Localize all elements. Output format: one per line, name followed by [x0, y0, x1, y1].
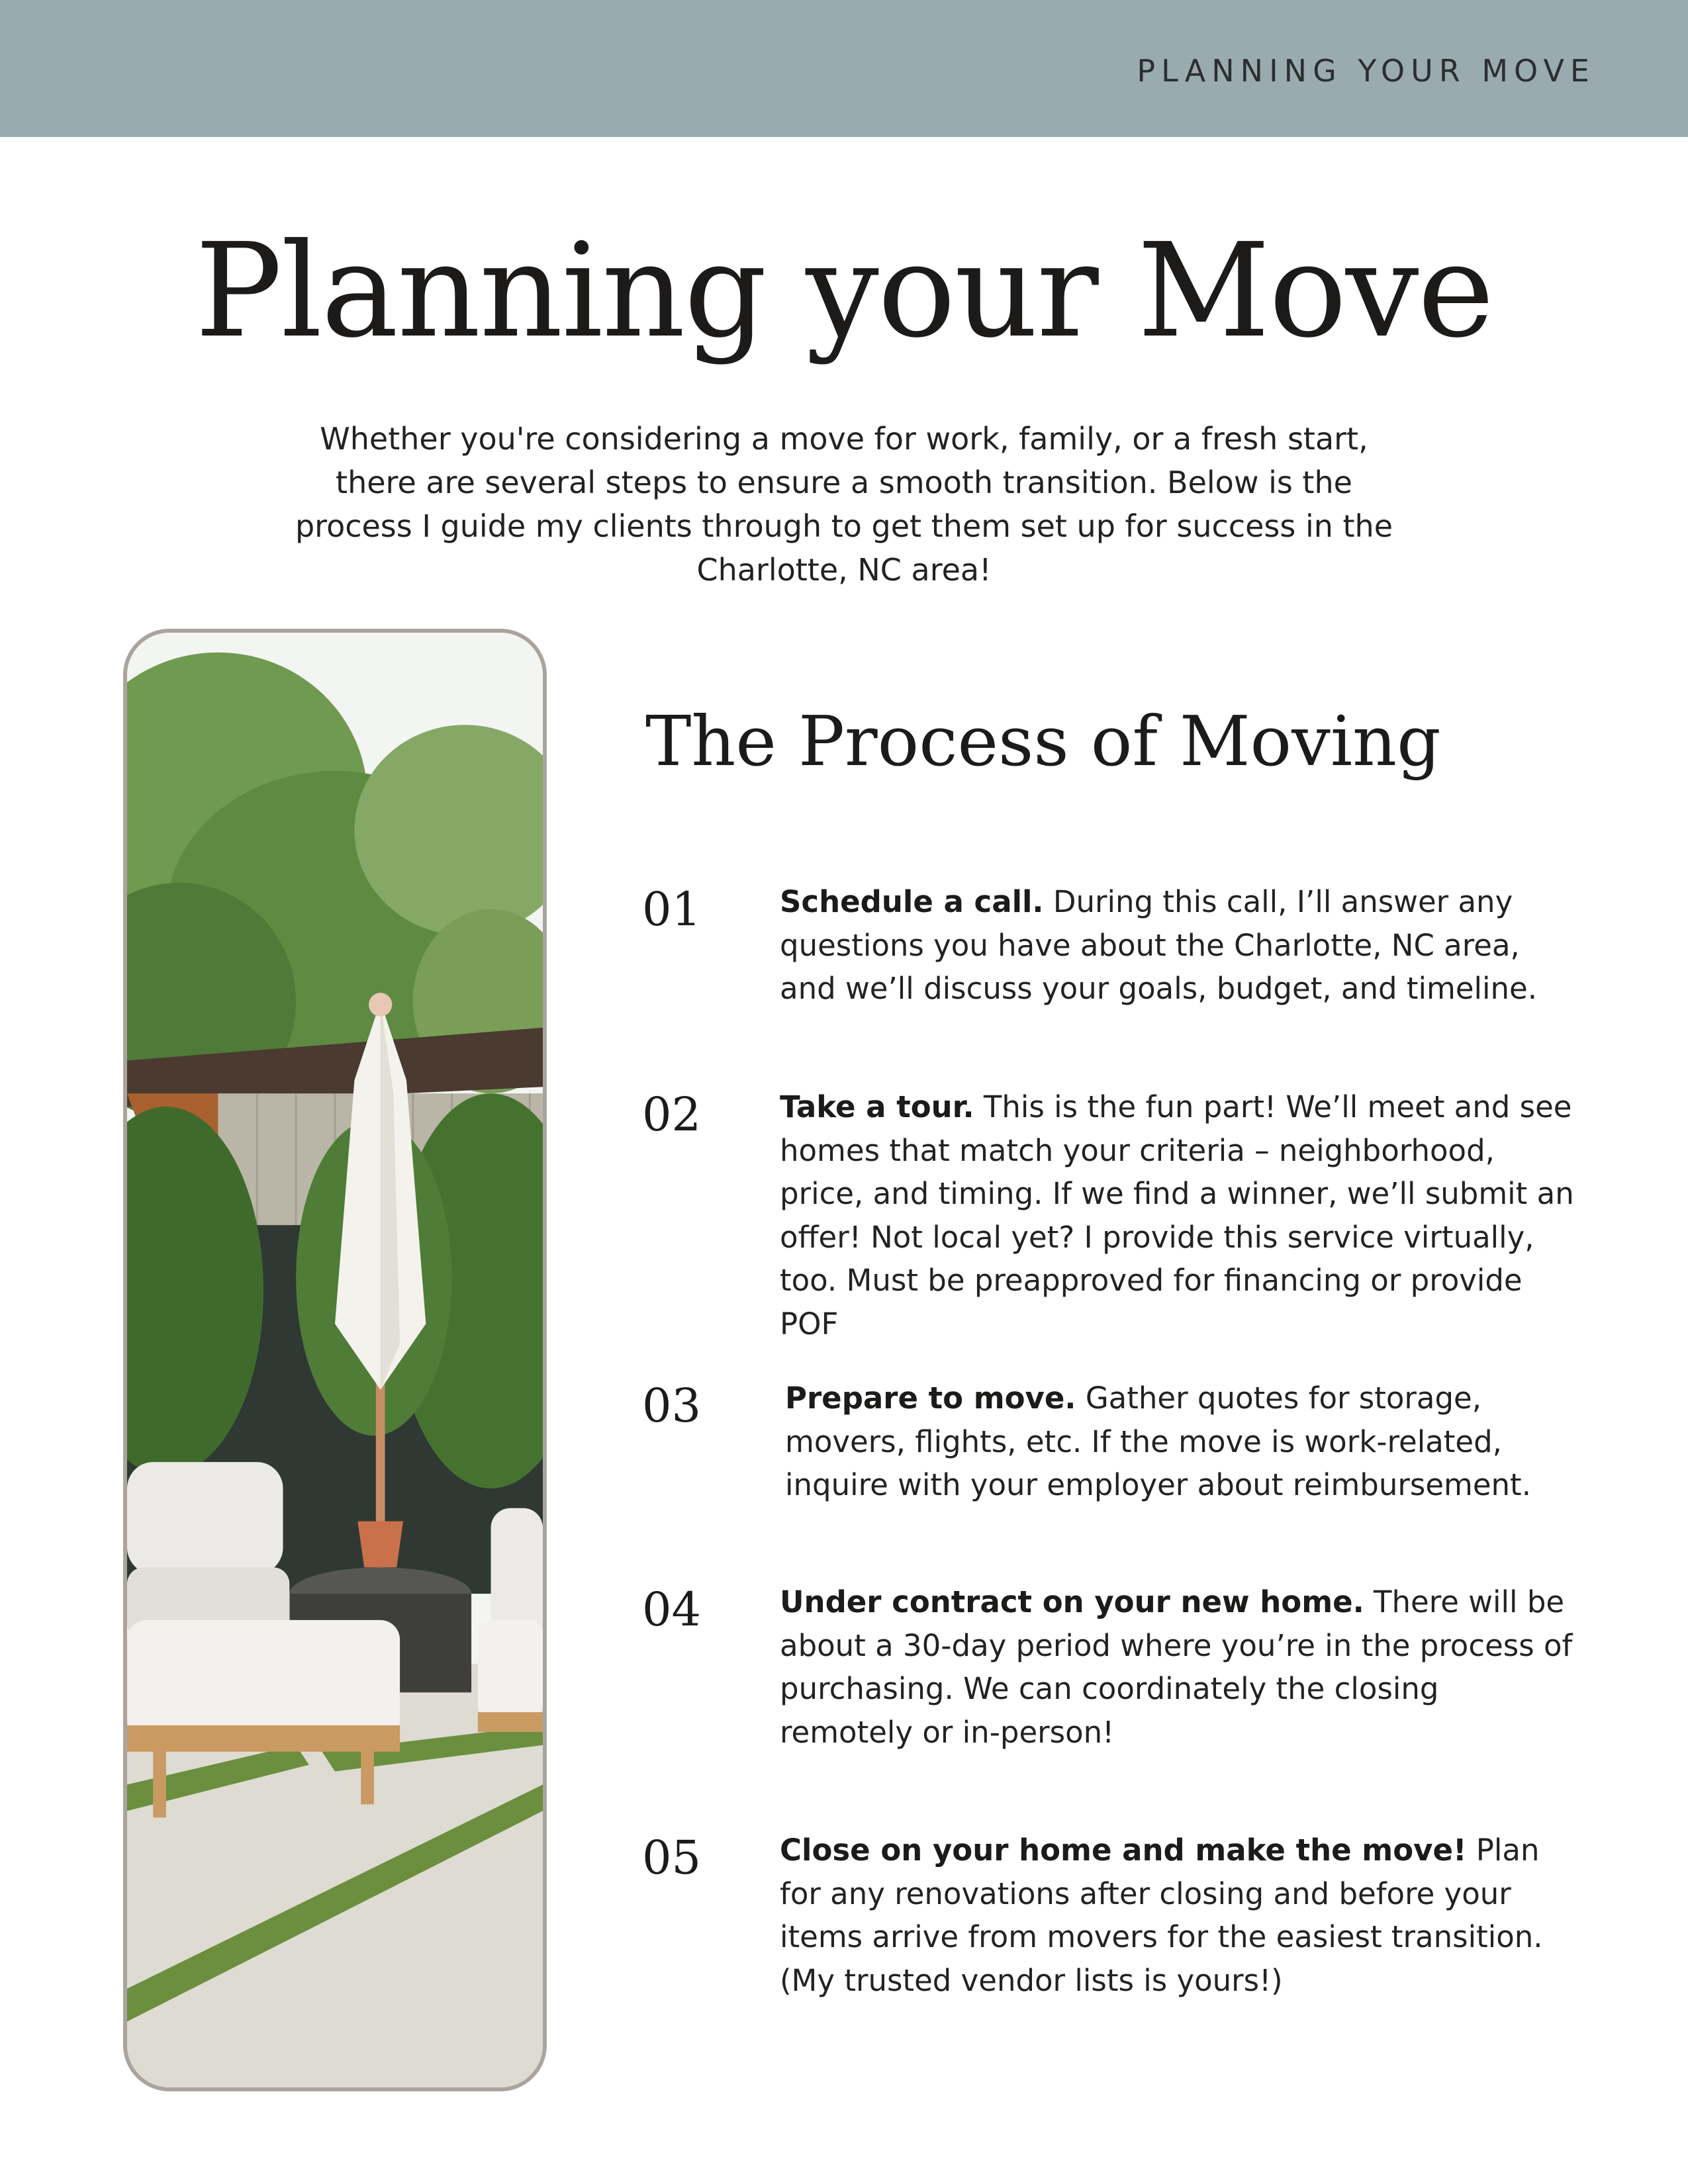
step-number: 03: [642, 1379, 702, 1433]
step-number: 04: [642, 1582, 702, 1637]
page-title: Planning your Move: [195, 216, 1493, 367]
process-title: The Process of Moving: [645, 701, 1441, 782]
step-body: This is the fun part! We’ll meet and see homes that match your criteria – neighborhood, price, and timing. If we find a winner, we’ll submit an offer! Not local yet? I provide this service virtually, too. Must be preapproved for financing or provide POF: [780, 1089, 1574, 1342]
step-number: 05: [642, 1831, 702, 1885]
step-body: There will be about a 30-day period where you’re in the process of purchasing. We can coordinately the closing remotely or in-person!: [780, 1584, 1573, 1750]
step-body: Plan for any renovations after closing and before your items arrive from movers for the easiest transition. (My trusted vendor lists is yours!): [780, 1833, 1543, 1998]
step-body: Gather quotes for storage, movers, flights, etc. If the move is work-related, inquire with your employer about reimbursement.: [785, 1381, 1531, 1502]
step-heading: Schedule a call.: [780, 884, 1044, 919]
step-text: [780, 1829, 1574, 2002]
step-number: 01: [642, 882, 702, 936]
step-text: [785, 1377, 1579, 1507]
step-heading: Under contract on your new home.: [780, 1584, 1364, 1619]
step-heading: Close on your home and make the move!: [780, 1833, 1467, 1868]
header-band: [0, 0, 1688, 137]
step-heading: Prepare to move.: [785, 1381, 1076, 1416]
header-label: PLANNING YOUR MOVE: [1137, 53, 1595, 89]
step-text: [780, 1085, 1574, 1345]
step-text: [780, 1580, 1574, 1754]
step-body: During this call, I’ll answer any questions you have about the Charlotte, NC area, and we’ll discuss your goals, budget, and timeline.: [780, 884, 1538, 1006]
step-heading: Take a tour.: [780, 1089, 974, 1124]
patio-illustration: [127, 633, 543, 2087]
patio-photo: [123, 629, 547, 2091]
step-number: 02: [642, 1087, 702, 1142]
step-text: [780, 880, 1574, 1011]
intro-paragraph: Whether you're considering a move for work, family, or a fresh start, there are several steps to ensure a smooth transition. Below is the process I guide my clients through to get them set up for success in the Charlotte, NC area!: [295, 421, 1393, 588]
